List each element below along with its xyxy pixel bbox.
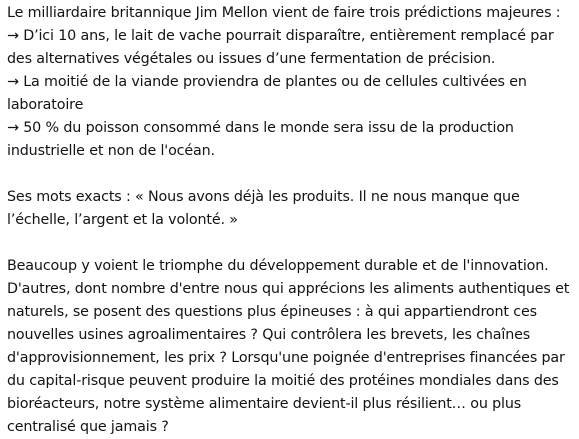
post-paragraph-quote: Ses mots exacts : « Nous avons déjà les produits. Il ne nous manque que l’échelle, l’argent et la volonté. » [7, 189, 520, 228]
post-text [7, 2, 575, 439]
post-paragraph-questions: Beaucoup y voient le triomphe du développement durable et de l'innovation. D'autres, dont nombre d'entre nous qui apprécions les aliments authentiques et naturels, se posent des questions plus épineuses : à qui appartiendront ces nouvelles usines agroalimentaires ? Qui contrôlera les brevets, les chaînes d'approvisionnement, les prix ? Lorsqu'une poignée d'entreprises financées par du capital-risque peuvent produire la moitié des protéines mondiales dans des bioréacteurs, notre système alimentaire devient-il plus résilient… ou plus centralisé que jamais ? [7, 258, 570, 435]
post-paragraph-predictions: Le milliardaire britannique Jim Mellon vient de faire trois prédictions majeures : → D’ici 10 ans, le lait de vache pourrait disparaître, entièrement remplacé par des alternatives végétales ou issues d’une fermentation de précision. → La moitié de la viande proviendra de plantes ou de cellules cultivées en laboratoire → 50 % du poisson consommé dans le monde sera issu de la production industrielle et non de l'océan. [7, 5, 561, 159]
